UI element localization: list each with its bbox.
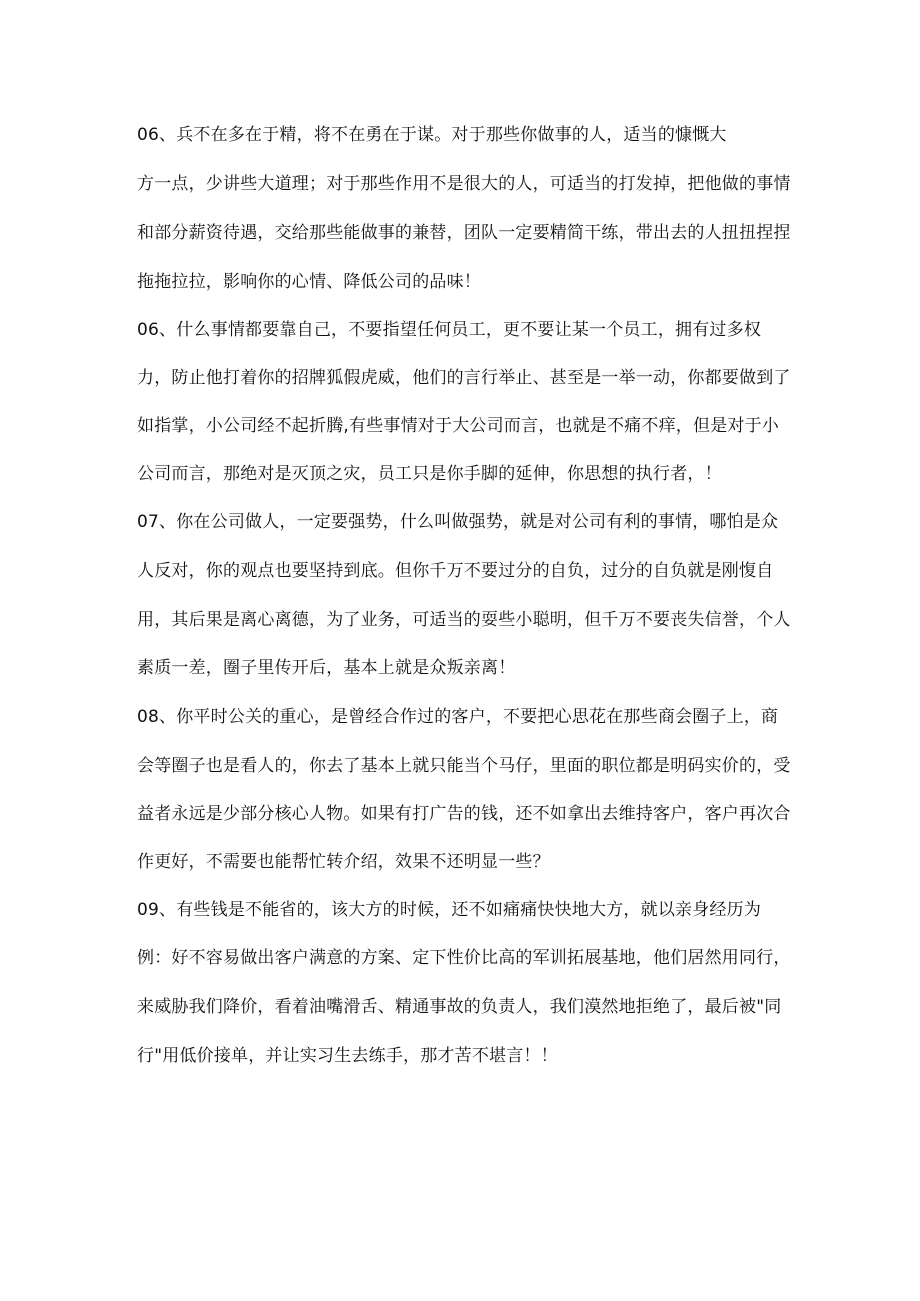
paragraph-08-line-3: 益者永远是少部分核心人物。如果有打广告的钱，还不如拿出去维持客户，客户再次合 — [137, 804, 791, 824]
paragraph-08-line-2: 会等圈子也是看人的，你去了基本上就只能当个马仔，里面的职位都是明码实价的，受 — [137, 756, 791, 776]
paragraph-06a-line-1: 06、兵不在多在于精，将不在勇在于谋。对于那些你做事的人，适当的慷慨大 — [137, 125, 727, 145]
paragraph-08-line-4: 作更好，不需要也能帮忙转介绍，效果不还明显一些？ — [137, 852, 550, 872]
paragraph-09-line-4: 行"用低价接单，并让实习生去练手，那才苦不堪言！！ — [137, 1046, 558, 1066]
paragraph-06a-line-2: 方一点，少讲些大道理；对于那些作用不是很大的人，可适当的打发掉，把他做的事情 — [137, 174, 791, 194]
paragraph-09-line-3: 来威胁我们降价，看着油嘴滑舌、精通事故的负责人，我们漠然地拒绝了，最后被"同 — [137, 997, 782, 1017]
paragraph-06b-line-4: 公司而言，那绝对是灭顶之灾，员工只是你手脚的延伸，你思想的执行者，！ — [137, 464, 722, 484]
paragraph-07-line-2: 人反对，你的观点也要坚持到底。但你千万不要过分的自负，过分的自负就是刚愎自 — [137, 561, 774, 581]
paragraph-09-line-2: 例：好不容易做出客户满意的方案、定下性价比高的军训拓展基地，他们居然用同行， — [137, 948, 791, 968]
paragraph-06a-line-4: 拖拖拉拉，影响你的心情、降低公司的品味！ — [137, 272, 481, 292]
paragraph-06b-line-3: 如指掌，小公司经不起折腾,有些事情对于大公司而言，也就是不痛不痒，但是对于小 — [137, 416, 780, 436]
paragraph-07-line-1: 07、你在公司做人，一定要强势，什么叫做强势，就是对公司有利的事情，哪怕是众 — [137, 512, 779, 532]
paragraph-08-line-1: 08、你平时公关的重心，是曾经合作过的客户，不要把心思花在那些商会圈子上，商 — [137, 707, 779, 727]
paragraph-06a-line-3: 和部分薪资待遇，交给那些能做事的兼替，团队一定要精简干练，带出去的人扭扭捏捏 — [137, 223, 791, 243]
paragraph-06b-line-2: 力，防止他打着你的招牌狐假虎威，他们的言行举止、甚至是一举一动，你都要做到了 — [137, 368, 791, 388]
paragraph-09-line-1: 09、有些钱是不能省的，该大方的时候，还不如痛痛快快地大方，就以亲身经历为 — [137, 900, 762, 920]
paragraph-07-line-3: 用，其后果是离心离德，为了业务，可适当的耍些小聪明，但千万不要丧失信誉，个人 — [137, 610, 791, 630]
paragraph-07-line-4: 素质一差，圈子里传开后，基本上就是众叛亲离！ — [137, 658, 516, 678]
paragraph-06b-line-1: 06、什么事情都要靠自己，不要指望任何员工，更不要让某一个员工，拥有过多权 — [137, 320, 762, 340]
